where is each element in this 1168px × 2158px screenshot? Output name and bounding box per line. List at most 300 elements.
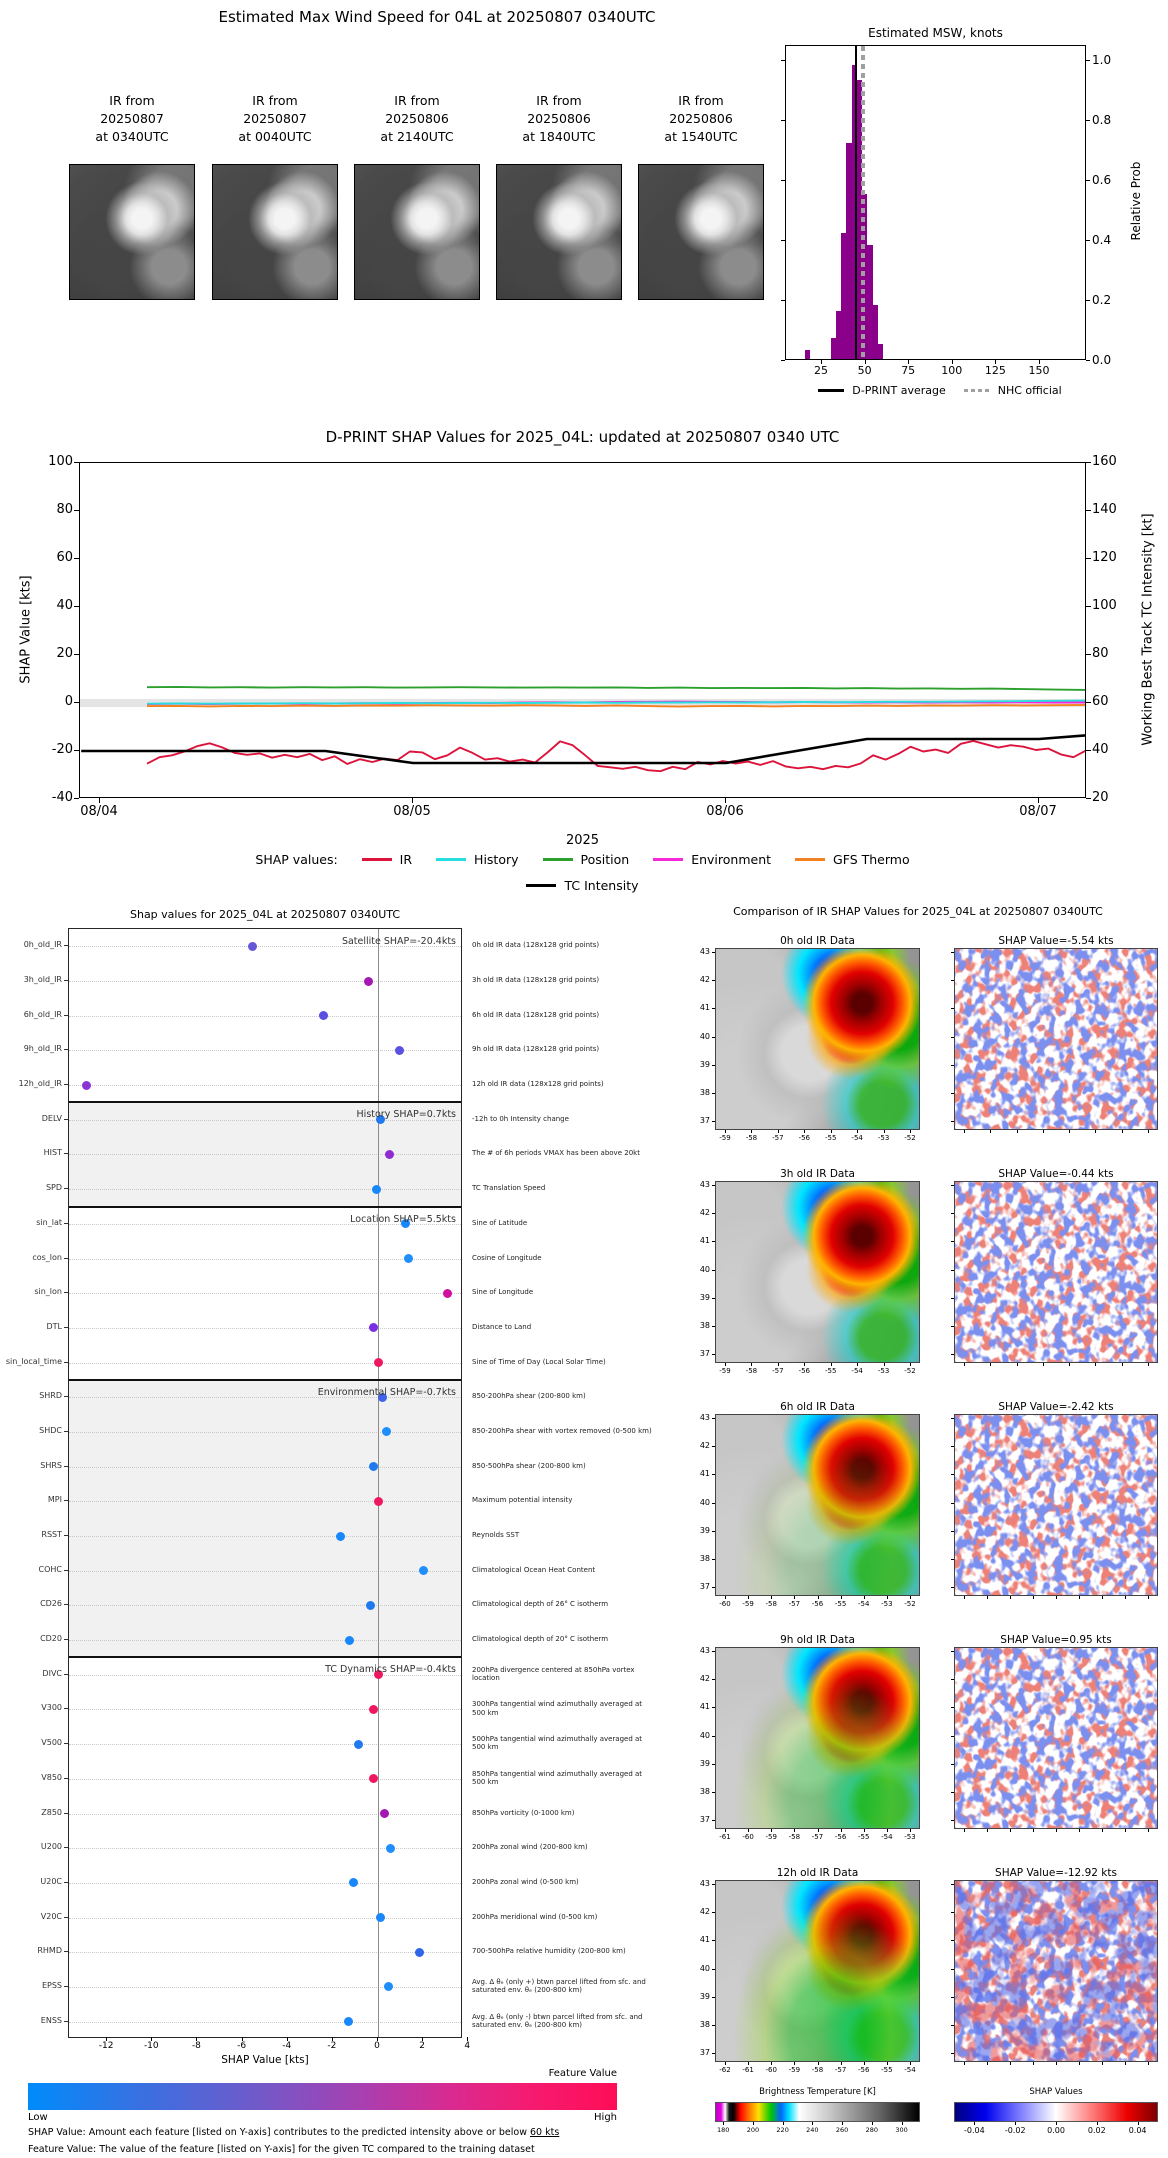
shap-ytick-mark: [951, 1093, 954, 1094]
row-gridline: [69, 2022, 461, 2023]
timeseries-ytick-right-mark: [1086, 510, 1091, 511]
feature-tick-mark: [64, 1847, 68, 1848]
feature-desc-Z850: 850hPa vorticity (0-1000 km): [472, 1808, 575, 1817]
histogram-xtick-mark: [865, 360, 866, 364]
map-xtick-label: -57: [772, 1367, 784, 1375]
row-gridline: [69, 1293, 461, 1294]
shap-xtick-mark: [1056, 2062, 1057, 2065]
map-ytick-label: 37: [699, 1582, 710, 1592]
feature-tick-mark: [64, 1362, 68, 1363]
feature-desc-sin_local_time: Sine of Time of Day (Local Solar Time): [472, 1357, 606, 1366]
map-xtick-label: -54: [881, 1833, 893, 1841]
shap-xtick-mark: [1148, 2062, 1149, 2065]
series-line-sample: [362, 858, 392, 861]
ir-thumbnail-label-line: IR from: [536, 93, 582, 108]
map-xtick-mark: [910, 1363, 911, 1366]
shap-dot-cos_lon: [404, 1254, 413, 1263]
feature-desc-9h_old_IR: 9h old IR data (128x128 grid points): [472, 1045, 600, 1054]
histogram-legend-label: NHC official: [997, 384, 1062, 397]
feature-tick-mark: [64, 2021, 68, 2022]
shap-ytick-mark: [951, 1940, 954, 1941]
shap-xtick-mark: [1122, 1363, 1123, 1366]
timeseries-legend-label: IR: [399, 852, 413, 867]
feature-desc-DIVC: 200hPa divergence centered at 850hPa vortex location: [472, 1665, 635, 1682]
row-gridline: [69, 1467, 461, 1468]
map-ytick-label: 37: [699, 1349, 710, 1359]
timeseries-ylabel-right: Working Best Track TC Intensity [kt]: [1140, 513, 1156, 746]
row-gridline: [69, 1605, 461, 1606]
shap-ytick-mark: [951, 1213, 954, 1214]
timeseries-legend-item: [436, 852, 518, 867]
ir-thumbnail-label-line: at 0040UTC: [238, 129, 312, 145]
map-xtick-label: -57: [788, 1600, 801, 1608]
map-ytick-mark: [712, 1008, 715, 1009]
feature-label-0h_old_IR: 0h_old_IR: [23, 940, 62, 950]
histogram-ytick-label: 1.0: [1092, 53, 1112, 67]
ir-thumbnail-label-line: 20250807: [100, 111, 164, 127]
shap-dot-U200: [386, 1844, 395, 1853]
map-ytick-label: 40: [699, 1963, 710, 1973]
shap-ytick-mark: [951, 1997, 954, 1998]
shap-map-title: SHAP Value=-2.42 kts: [998, 1401, 1114, 1413]
row-gridline: [69, 1085, 461, 1086]
shap-ytick-mark: [951, 1446, 954, 1447]
row-gridline: [69, 1848, 461, 1849]
row-gridline: [69, 1536, 461, 1537]
feature-label-SHRS: SHRS: [40, 1460, 62, 1470]
map-ytick-label: 39: [699, 1991, 710, 2001]
timeseries-ytick-right-label: 80: [1092, 646, 1109, 661]
map-xtick-label: -56: [798, 1367, 810, 1375]
timeseries-ytick-left-label: -40: [51, 790, 73, 805]
map-xtick-label: -56: [798, 1134, 810, 1142]
feature-tick-mark: [64, 1708, 68, 1709]
shap-xtick-mark: [1095, 1130, 1096, 1133]
histogram-ytick-label: 0.0: [1092, 353, 1112, 367]
map-xtick-mark: [831, 1130, 832, 1133]
map-ytick-label: 41: [699, 1702, 710, 1712]
timeseries-ylabel-left: SHAP Value [kts]: [18, 575, 34, 684]
feature-label-Z850: Z850: [41, 1807, 62, 1817]
map-xtick-label: -58: [811, 2066, 824, 2074]
map-xtick-mark: [771, 1829, 772, 1832]
map-xtick-label: -61: [719, 1833, 731, 1841]
map-xtick-mark: [748, 1829, 749, 1832]
map-xtick-label: -54: [851, 1367, 863, 1375]
histogram-xtick-label: 125: [984, 364, 1006, 377]
ir-thumbnail-label-line: IR from: [252, 93, 298, 108]
timeseries-ytick-left-label: 80: [56, 502, 73, 517]
dotplot-xtick-label: -6: [237, 2041, 247, 2051]
shap-xtick-mark: [964, 2062, 965, 2065]
map-xtick-label: -59: [719, 1367, 731, 1375]
map-xtick-label: -53: [877, 1367, 890, 1375]
feature-desc-RSST: Reynolds SST: [472, 1531, 520, 1540]
ir-data-map: [715, 948, 920, 1130]
shap-colorbar-tick-mark: [1097, 2122, 1098, 2125]
series-gfs-thermo: [147, 705, 1085, 707]
series-position: [147, 687, 1085, 690]
map-ytick-mark: [712, 1884, 715, 1885]
timeseries-ytick-left-mark: [74, 702, 79, 703]
feature-label-RSST: RSST: [41, 1530, 62, 1540]
shap-xtick-mark: [1010, 1829, 1011, 1832]
shap-dot-DTL: [369, 1323, 378, 1332]
shap-xtick-mark: [1033, 2062, 1034, 2065]
feature-tick-mark: [64, 1292, 68, 1293]
map-xtick-label: -54: [904, 2066, 916, 2074]
shap-xtick-mark: [1122, 1130, 1123, 1133]
map-xtick-mark: [831, 1363, 832, 1366]
shap-value-map: [954, 948, 1158, 1130]
timeseries-xtick-label: 08/04: [80, 804, 118, 819]
shap-xtick-mark: [1043, 1363, 1044, 1366]
timeseries-legend-label: History: [474, 852, 519, 867]
shap-ytick-mark: [951, 1503, 954, 1504]
shap-xtick-mark: [1043, 1130, 1044, 1133]
feature-tick-mark: [64, 1743, 68, 1744]
map-xtick-label: -58: [745, 1367, 758, 1375]
shap-colorbar-tick-mark: [1015, 2122, 1016, 2125]
map-xtick-label: -55: [824, 1134, 837, 1142]
bt-colorbar-tick-mark: [872, 2122, 873, 2125]
shap-dot-COHC: [419, 1566, 428, 1575]
feature-label-RHMD: RHMD: [37, 1946, 62, 1956]
feature-tick-mark: [64, 1570, 68, 1571]
dotplot-xtick-label: -10: [143, 2041, 159, 2051]
feature-tick-mark: [64, 1188, 68, 1189]
shap-ytick-mark: [951, 1587, 954, 1588]
shap-xtick-mark: [1125, 2062, 1126, 2065]
feature-desc-CD26: Climatological depth of 26° C isotherm: [472, 1600, 609, 1609]
feature-desc-0h_old_IR: 0h old IR data (128x128 grid points): [472, 941, 600, 950]
map-xtick-label: -60: [765, 2066, 777, 2074]
bt-colorbar-tick-mark: [812, 2122, 813, 2125]
timeseries-ytick-right-label: 40: [1092, 742, 1109, 757]
feature-label-V500: V500: [41, 1738, 62, 1748]
timeseries-svg: [80, 463, 1085, 797]
map-xtick-mark: [884, 1130, 885, 1133]
map-xtick-label: -61: [742, 2066, 754, 2074]
shap-ytick-mark: [951, 1474, 954, 1475]
map-xtick-label: -60: [719, 1600, 731, 1608]
shap-xtick-mark: [1125, 1829, 1126, 1832]
ir-map-title: 0h old IR Data: [780, 935, 855, 947]
map-ytick-mark: [712, 1354, 715, 1355]
map-xtick-label: -57: [811, 1833, 824, 1841]
ir-thumbnail-label: [212, 92, 338, 146]
bt-colorbar-tick-label: 200: [746, 2126, 760, 2134]
map-xtick-mark: [884, 1363, 885, 1366]
bt-colorbar-tick-label: 300: [895, 2126, 908, 2134]
dotplot-xtick-label: -2: [327, 2041, 337, 2051]
row-gridline: [69, 1259, 461, 1260]
shap-dot-U20C: [349, 1878, 358, 1887]
timeseries-ytick-left-label: 60: [56, 550, 73, 565]
map-xtick-mark: [910, 1130, 911, 1133]
map-xtick-label: -53: [881, 1600, 893, 1608]
shap-noise-svg: [955, 1881, 1157, 2061]
feature-desc-sin_lon: Sine of Longitude: [472, 1288, 534, 1297]
feature-label-SHRD: SHRD: [39, 1391, 62, 1401]
bt-colorbar-tick-label: 260: [835, 2126, 849, 2134]
ir-thumbnail-image: [354, 164, 480, 300]
timeseries-ytick-left-mark: [74, 654, 79, 655]
ir-data-map: [715, 1647, 920, 1829]
map-xtick-mark: [771, 2062, 772, 2065]
feature-value-colorbar-label: Feature Value: [548, 2068, 617, 2079]
timeseries-ytick-right-mark: [1086, 750, 1091, 751]
map-xtick-label: -59: [742, 1600, 754, 1608]
section-separator: [69, 1206, 461, 1208]
timeseries-ytick-left-label: 40: [56, 598, 73, 613]
shap-dot-3h_old_IR: [364, 977, 373, 986]
feature-tick-mark: [64, 1466, 68, 1467]
map-ytick-mark: [712, 1065, 715, 1066]
shap-xtick-mark: [987, 2062, 988, 2065]
timeseries-ytick-right-label: 20: [1092, 790, 1109, 805]
shap-noise-svg: [955, 949, 1157, 1129]
ir-thumbnail-label-line: at 0340UTC: [95, 129, 169, 145]
timeseries-ytick-right-mark: [1086, 606, 1091, 607]
map-xtick-mark: [887, 1829, 888, 1832]
timeseries-title: D-PRINT SHAP Values for 2025_04L: updated at 20250807 0340 UTC: [325, 428, 840, 446]
map-xtick-mark: [751, 1363, 752, 1366]
map-ytick-mark: [712, 1446, 715, 1447]
shap-colorbar-tick-label: -0.04: [964, 2126, 985, 2135]
dotplot-xtick-mark: [467, 2037, 468, 2041]
series-line-sample: [526, 884, 556, 887]
map-xtick-mark: [887, 2062, 888, 2065]
histogram-xtick-label: 150: [1028, 364, 1050, 377]
feature-label-sin_local_time: sin_local_time: [5, 1356, 62, 1366]
timeseries-ytick-right-mark: [1086, 462, 1091, 463]
shap-values-colorbar: [954, 2102, 1158, 2122]
map-ytick-label: 40: [699, 1031, 710, 1041]
shap-value-map: [954, 1647, 1158, 1829]
section-annotation: Satellite SHAP=-20.4kts: [341, 936, 456, 947]
shap-xtick-mark: [1033, 1596, 1034, 1599]
row-gridline: [69, 1814, 461, 1815]
map-xtick-label: -54: [858, 1600, 870, 1608]
shap-xtick-mark: [964, 1363, 965, 1366]
feature-label-DIVC: DIVC: [42, 1668, 62, 1678]
feature-desc-SHDC: 850-200hPa shear with vortex removed (0-500 km): [472, 1426, 652, 1435]
timeseries-ytick-right-mark: [1086, 654, 1091, 655]
feature-label-MPI: MPI: [47, 1495, 62, 1505]
shap-colorbar-tick-mark: [974, 2122, 975, 2125]
section-annotation: TC Dynamics SHAP=-0.4kts: [325, 1664, 456, 1676]
map-ytick-mark: [712, 1241, 715, 1242]
shap-xtick-mark: [1079, 2062, 1080, 2065]
timeseries-legend-row1: [79, 852, 1086, 867]
map-xtick-mark: [841, 2062, 842, 2065]
shap-ytick-mark: [951, 1651, 954, 1652]
timeseries-ytick-left-label: -20: [51, 742, 73, 757]
map-xtick-label: -52: [904, 1600, 916, 1608]
shap-xtick-mark: [964, 1829, 965, 1832]
row-gridline: [69, 1501, 461, 1502]
dprint-average-line: [855, 46, 856, 359]
feature-label-cos_lon: cos_lon: [32, 1252, 62, 1262]
dotplot-title: Shap values for 2025_04L at 20250807 0340UTC: [129, 908, 401, 921]
map-ytick-label: 39: [699, 1292, 710, 1302]
histogram-legend: [770, 384, 1110, 397]
histogram-xtick-mark: [995, 360, 996, 364]
timeseries-xtick-mark: [412, 798, 413, 803]
shap-ytick-mark: [951, 1418, 954, 1419]
map-ytick-label: 39: [699, 1758, 710, 1768]
map-ytick-label: 39: [699, 1059, 710, 1069]
histogram-ytick-mark: [1086, 240, 1090, 241]
section-separator: [69, 1379, 461, 1381]
shap-xtick-mark: [1102, 2062, 1103, 2065]
timeseries-ytick-right-label: 160: [1092, 454, 1117, 469]
ir-map-green-overlay: [716, 1881, 919, 2061]
map-ytick-mark: [712, 2053, 715, 2054]
shap-dot-CD20: [345, 1636, 354, 1645]
feature-label-ENSS: ENSS: [40, 2015, 62, 2025]
map-ytick-mark: [712, 1651, 715, 1652]
feature-label-SHDC: SHDC: [39, 1425, 62, 1435]
shap-dot-MPI: [374, 1497, 383, 1506]
shap-ytick-mark: [951, 2053, 954, 2054]
map-ytick-label: 41: [699, 1935, 710, 1945]
shap-dot-RHMD: [415, 1948, 424, 1957]
map-xtick-label: -55: [824, 1367, 837, 1375]
row-gridline: [69, 1779, 461, 1780]
row-gridline: [69, 1571, 461, 1572]
timeseries-ytick-left-label: 100: [48, 454, 73, 469]
bt-colorbar-tick-label: 220: [776, 2126, 789, 2134]
map-xtick-mark: [725, 1363, 726, 1366]
map-xtick-mark: [818, 2062, 819, 2065]
feature-label-12h_old_IR: 12h_old_IR: [18, 1079, 62, 1089]
ir-thumbnail-label: [496, 92, 622, 146]
ir-thumbnail-label-line: at 1840UTC: [522, 129, 596, 145]
timeseries-ytick-left-mark: [74, 558, 79, 559]
timeseries-legend-prefix: SHAP values:: [255, 852, 338, 867]
shap-ytick-mark: [951, 1531, 954, 1532]
map-ytick-mark: [712, 1270, 715, 1271]
histogram-ytick-mark-left: [781, 120, 785, 121]
map-ytick-label: 37: [699, 2048, 710, 2058]
map-ytick-label: 43: [699, 947, 710, 956]
shap-xtick-mark: [987, 1596, 988, 1599]
map-xtick-mark: [725, 1130, 726, 1133]
feature-tick-mark: [64, 1015, 68, 1016]
feature-tick-mark: [64, 1778, 68, 1779]
map-ytick-mark: [712, 1326, 715, 1327]
ir-thumbnail-image: [212, 164, 338, 300]
shap-colorbar-tick-label: 0.02: [1087, 2126, 1106, 2135]
timeseries-legend-item: [653, 852, 771, 867]
map-ytick-label: 40: [699, 1497, 710, 1507]
map-xtick-label: -55: [834, 1600, 847, 1608]
feature-value-colorbar: [28, 2083, 617, 2110]
shap-xtick-mark: [1125, 1596, 1126, 1599]
map-ytick-label: 40: [699, 1264, 710, 1274]
feature-tick-mark: [64, 1431, 68, 1432]
feature-tick-mark: [64, 1535, 68, 1536]
ir-map-title: 6h old IR Data: [780, 1401, 855, 1413]
timeseries-ytick-right-label: 140: [1092, 502, 1117, 517]
map-xtick-mark: [778, 1363, 779, 1366]
shap-dot-SPD: [372, 1185, 381, 1194]
feature-desc-HIST: The # of 6h periods VMAX has been above 20kt: [472, 1149, 640, 1158]
map-ytick-label: 42: [699, 1208, 710, 1218]
map-ytick-label: 42: [699, 1907, 710, 1917]
map-xtick-mark: [841, 1829, 842, 1832]
dotplot-xtick-label: -8: [191, 2041, 201, 2051]
shap-ytick-mark: [951, 1065, 954, 1066]
timeseries-legend-item: [795, 852, 910, 867]
map-xtick-label: -56: [858, 2066, 870, 2074]
map-ytick-mark: [712, 1912, 715, 1913]
shap-dot-Z850: [380, 1809, 389, 1818]
map-xtick-mark: [910, 1596, 911, 1599]
feature-tick-mark: [64, 1223, 68, 1224]
feature-value-caption: Feature Value: The value of the feature [listed on Y-axis] for the given TC compared to the training dataset: [28, 2144, 535, 2155]
ir-thumbnail-label-line: IR from: [109, 93, 155, 108]
histogram-legend-item: [964, 384, 1062, 397]
shap-ytick-mark: [951, 1707, 954, 1708]
row-gridline: [69, 1016, 461, 1017]
map-ytick-mark: [712, 1503, 715, 1504]
bt-colorbar-tick-mark: [842, 2122, 843, 2125]
map-xtick-label: -59: [719, 1134, 731, 1142]
map-ytick-mark: [712, 1792, 715, 1793]
shap-xtick-mark: [964, 1130, 965, 1133]
map-ytick-label: 40: [699, 1730, 710, 1740]
timeseries-ytick-left-mark: [74, 798, 79, 799]
feature-tick-mark: [64, 1917, 68, 1918]
feature-tick-mark: [64, 1049, 68, 1050]
shap-ytick-mark: [951, 1326, 954, 1327]
nhc-official-line-sample: [964, 389, 990, 393]
timeseries-xtick-label: 08/07: [1019, 804, 1057, 819]
feature-tick-mark: [64, 1674, 68, 1675]
map-xtick-mark: [841, 1596, 842, 1599]
ir-thumbnail-image: [69, 164, 195, 300]
ir-thumbnail-image: [496, 164, 622, 300]
row-gridline: [69, 1154, 461, 1155]
shap-dot-12h_old_IR: [82, 1081, 91, 1090]
shap-values-colorbar-label: SHAP Values: [1029, 2087, 1083, 2097]
feature-label-EPSS: EPSS: [41, 1980, 62, 1990]
shap-map-title: SHAP Value=-12.92 kts: [995, 1867, 1117, 1879]
feature-label-sin_lon: sin_lon: [34, 1287, 62, 1297]
section-annotation: Location SHAP=5.5kts: [350, 1213, 456, 1225]
row-gridline: [69, 1883, 461, 1884]
shap-ytick-mark: [951, 1270, 954, 1271]
shap-xtick-mark: [1069, 1130, 1070, 1133]
dprint-average-line-sample: [818, 389, 844, 392]
feature-desc-12h_old_IR: 12h old IR data (128x128 grid points): [472, 1080, 604, 1089]
ir-map-green-overlay: [716, 1648, 919, 1828]
shap-dot-V500: [354, 1740, 363, 1749]
shap-map-title: SHAP Value=-0.44 kts: [998, 1168, 1114, 1180]
map-ytick-label: 38: [699, 1554, 710, 1563]
shap-xtick-mark: [1056, 1596, 1057, 1599]
map-ytick-mark: [712, 1940, 715, 1941]
ir-map-title: 9h old IR Data: [780, 1634, 855, 1646]
shap-dot-0h_old_IR: [248, 942, 257, 951]
histogram-xtick-label: 100: [941, 364, 963, 377]
ir-thumbnail-label-line: 20250806: [527, 111, 591, 127]
histogram-ytick-mark: [1086, 60, 1090, 61]
timeseries-ytick-left-mark: [74, 750, 79, 751]
